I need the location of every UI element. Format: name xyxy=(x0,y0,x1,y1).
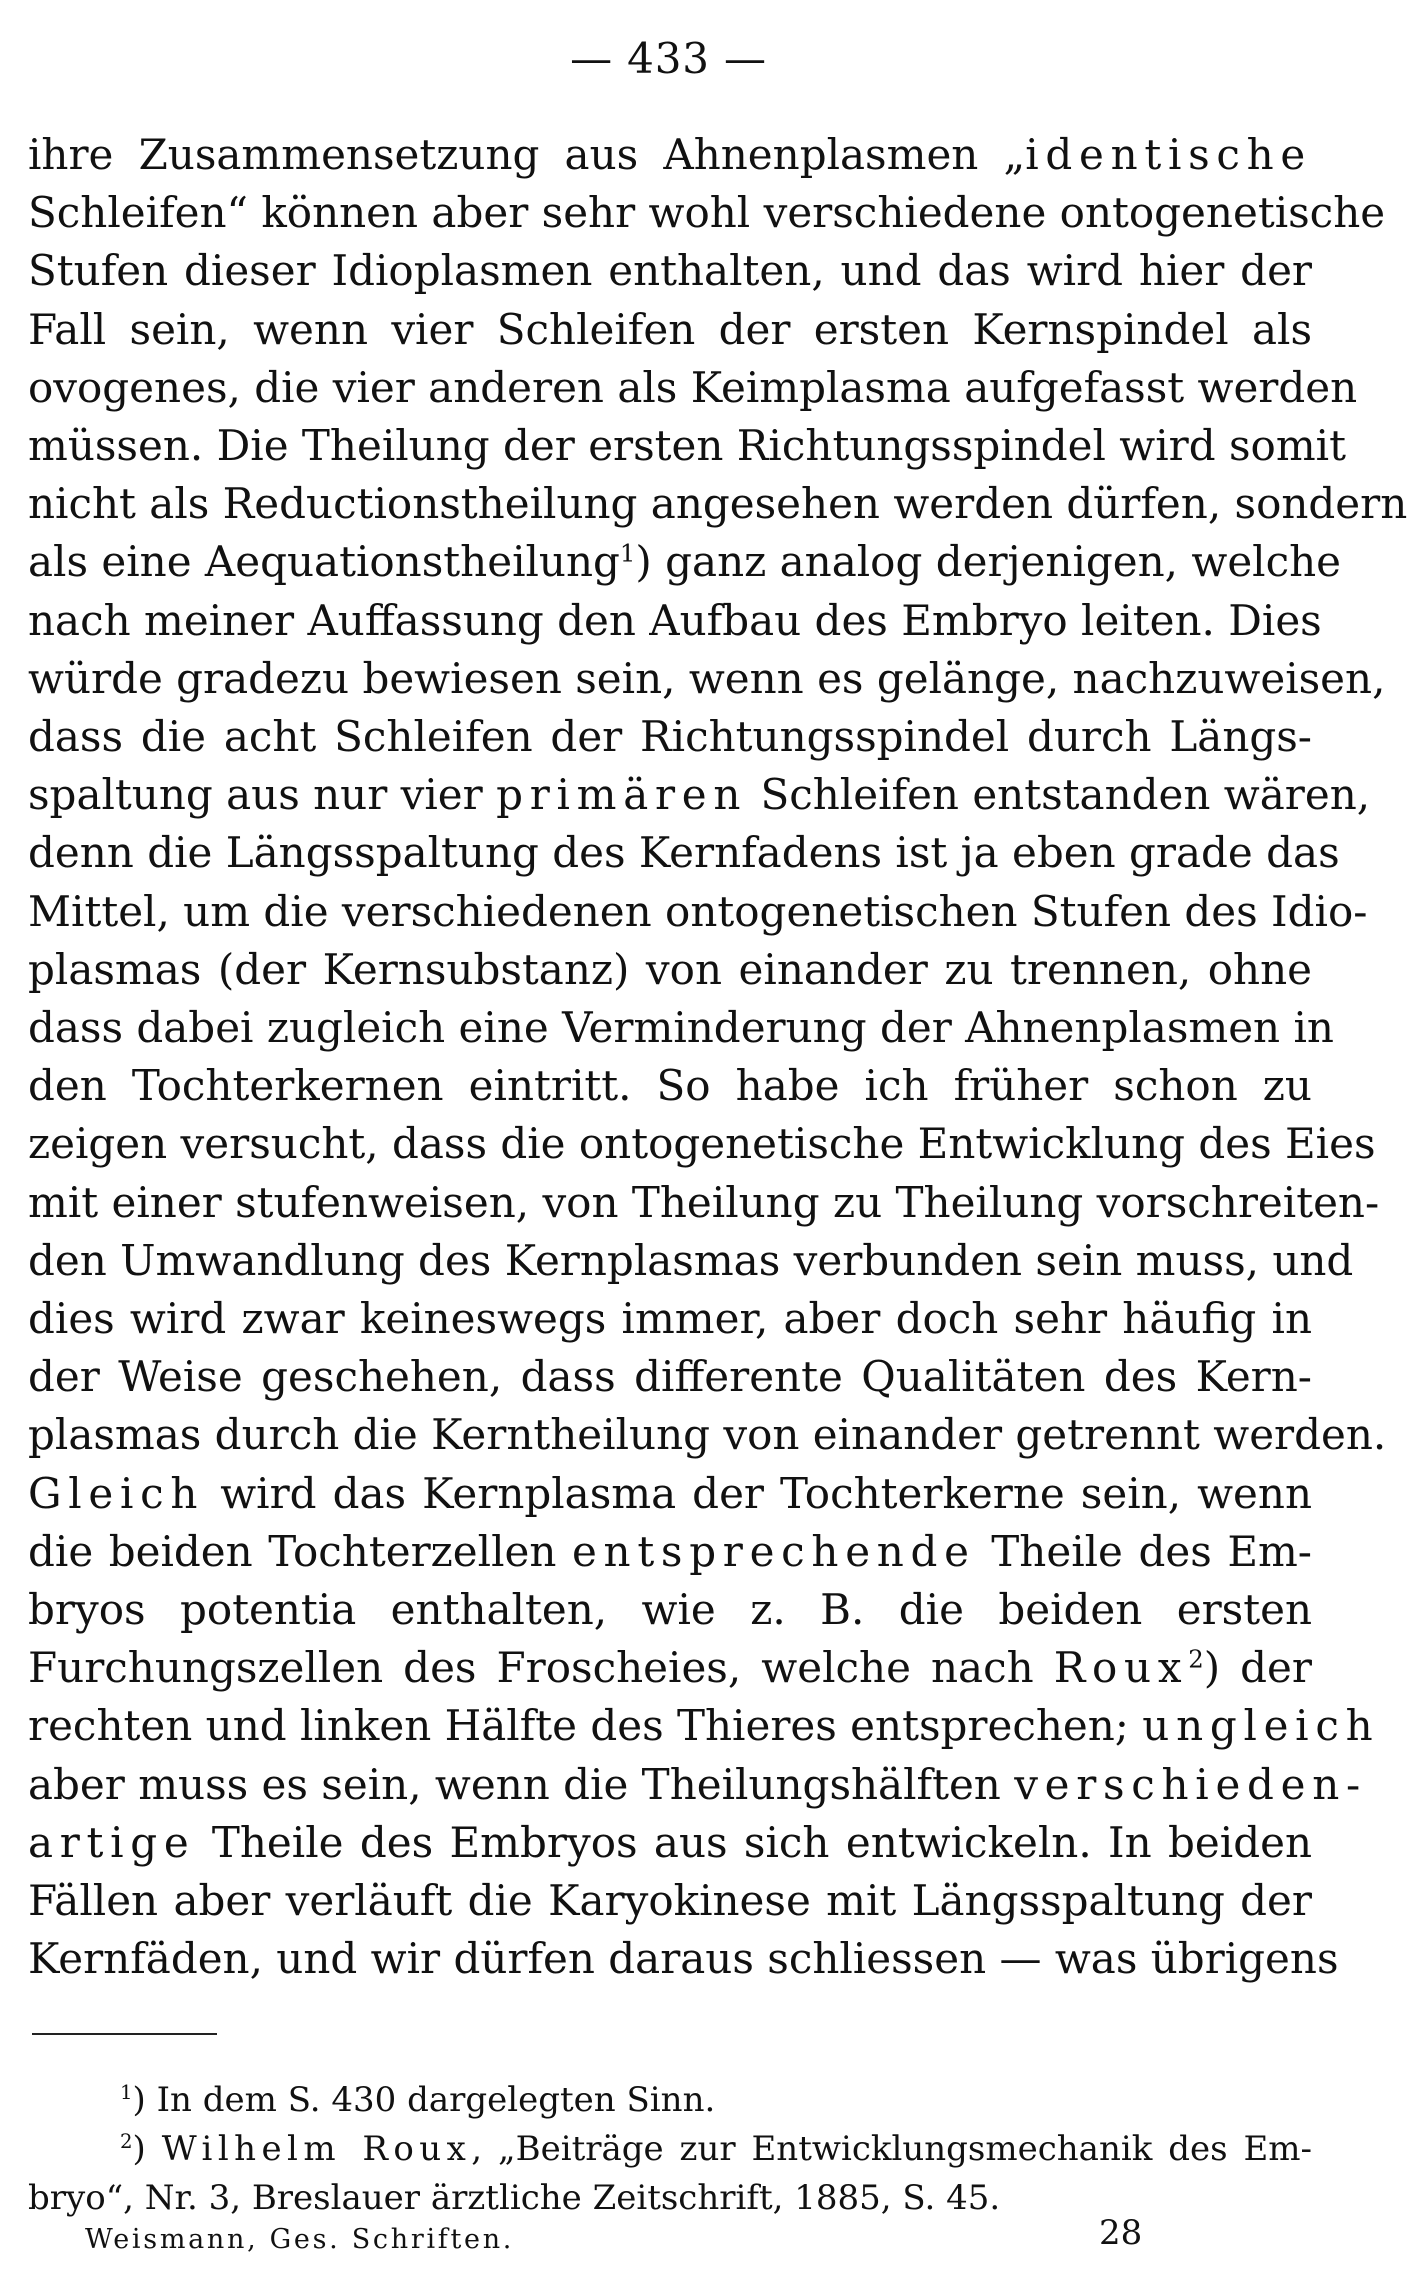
text-line xyxy=(28,1697,1380,1755)
text-line: würde gradezu bewiesen sein, wenn es gelänge, nachzuweisen, xyxy=(28,653,1386,703)
text-line: müssen. Die Theilung der ersten Richtungsspindel wird somit xyxy=(28,421,1346,471)
text-line: den Umwandlung des Kernplasmas verbunden sein muss, und xyxy=(28,1235,1354,1285)
emphasized-text: Gleich xyxy=(28,1468,205,1518)
emphasized-text: verschieden- xyxy=(1014,1759,1367,1809)
footnote-text: ) xyxy=(132,2129,162,2169)
emphasized-text: primären xyxy=(496,770,748,820)
footnote-marker: 2 xyxy=(120,2130,133,2154)
text-segment: Theile des Em- xyxy=(975,1526,1312,1576)
text-line: dass dabei zugleich eine Verminderung der Ahnenplasmen in xyxy=(28,1003,1334,1053)
text-line: plasmas durch die Kerntheilung von einander getrennt werden. xyxy=(28,1410,1387,1460)
text-segment: Theile des Embryos aus sich entwickeln. In beiden xyxy=(195,1817,1312,1867)
text-line: den Tochterkernen eintritt. So habe ich früher schon zu xyxy=(28,1061,1312,1111)
footnote-2 xyxy=(28,2125,1312,2174)
text-segment: ) der xyxy=(1203,1643,1312,1693)
footnote-text: ) In dem S. 430 dargelegten Sinn. xyxy=(132,2080,716,2120)
text-segment: rechten und linken Hälfte des Thieres entsprechen; xyxy=(28,1701,1143,1751)
text-line xyxy=(28,1523,1312,1581)
text-line: plasmas (der Kernsubstanz) von einander zu trennen, ohne xyxy=(28,944,1312,994)
footnote-1 xyxy=(28,2076,1312,2125)
text-line: nach meiner Auffassung den Aufbau des Embryo leiten. Dies xyxy=(28,595,1322,645)
text-line: zeigen versucht, dass die ontogenetische Entwicklung des Eies xyxy=(28,1119,1376,1169)
text-line xyxy=(28,533,1342,591)
text-line xyxy=(28,1465,1312,1523)
text-segment: als eine Aequationstheilung xyxy=(28,537,620,587)
sheet-number: 28 xyxy=(1099,2213,1143,2253)
main-text xyxy=(28,126,1407,1989)
emphasized-text: Roux xyxy=(1053,1643,1189,1693)
footnote-reference: 1 xyxy=(619,538,636,568)
text-line: Mittel, um die verschiedenen ontogenetischen Stufen des Idio- xyxy=(28,886,1368,936)
text-line: Fall sein, wenn vier Schleifen der ersten Kernspindel als xyxy=(28,304,1312,354)
text-segment: Furchungszellen des Froscheies, welche nach xyxy=(28,1643,1054,1693)
text-segment: aber muss es sein, wenn die Theilungshälften xyxy=(28,1759,1015,1809)
footnote-marker: 1 xyxy=(120,2081,133,2105)
text-line: ovogenes, die vier anderen als Keimplasma aufgefasst werden xyxy=(28,362,1358,412)
text-line xyxy=(28,1756,1367,1814)
emphasized-text: entsprechende xyxy=(571,1526,976,1576)
text-segment: die beiden Tochterzellen xyxy=(28,1526,572,1576)
text-line: nicht als Reductionstheilung angesehen werden dürfen, sondern xyxy=(28,479,1407,529)
emphasized-text: ungleich xyxy=(1142,1701,1380,1751)
footnote-divider xyxy=(32,2033,217,2035)
text-line: dies wird zwar keineswegs immer, aber doch sehr häufig in xyxy=(28,1294,1312,1344)
footnote-2-continuation: bryo“, Nr. 3, Breslauer ärztliche Zeitschrift, 1885, S. 45. xyxy=(28,2178,1001,2218)
text-line: Kernfäden, und wir dürfen daraus schliessen — was übrigens xyxy=(28,1934,1339,1984)
text-line xyxy=(28,1639,1312,1697)
footnote-reference: 2 xyxy=(1188,1644,1204,1674)
emphasized-text: artige xyxy=(28,1817,196,1867)
text-line: Fällen aber verläuft die Karyokinese mit Längsspaltung der xyxy=(28,1876,1312,1926)
text-line: der Weise geschehen, dass differente Qualitäten des Kern- xyxy=(28,1352,1312,1402)
emphasized-text: Wilhelm Roux xyxy=(161,2129,472,2169)
footnote-text: , „Beiträge zur Entwicklungsmechanik des Em- xyxy=(471,2129,1312,2169)
text-segment: ihre Zusammensetzung aus Ahnenplasmen „ xyxy=(28,130,1026,179)
text-line: bryos potentia enthalten, wie z. B. die beiden ersten xyxy=(28,1585,1312,1635)
page-number: — 433 — xyxy=(570,34,767,83)
text-line: mit einer stufenweisen, von Theilung zu Theilung vorschreiten- xyxy=(28,1177,1380,1227)
text-segment: spaltung aus nur vier xyxy=(28,770,497,820)
text-line: dass die acht Schleifen der Richtungsspindel durch Längs- xyxy=(28,712,1312,762)
text-segment: Schleifen entstanden wären, xyxy=(747,770,1371,820)
text-line: denn die Längsspaltung des Kernfadens ist ja eben grade das xyxy=(28,828,1340,878)
printer-signature: Weismann, Ges. Schriften. xyxy=(85,2224,515,2255)
emphasized-text: identische xyxy=(1025,130,1312,179)
text-segment: wird das Kernplasma der Tochterkerne sein, wenn xyxy=(204,1468,1312,1518)
text-line: Stufen dieser Idioplasmen enthalten, und das wird hier der xyxy=(28,246,1312,296)
text-line: Schleifen“ können aber sehr wohl verschiedene ontogenetische xyxy=(28,188,1386,238)
footnotes xyxy=(28,2076,1312,2223)
text-line xyxy=(28,1814,1312,1872)
text-line xyxy=(28,126,1312,184)
text-line xyxy=(28,766,1371,824)
text-segment: ) ganz analog derjenigen, welche xyxy=(635,537,1342,587)
